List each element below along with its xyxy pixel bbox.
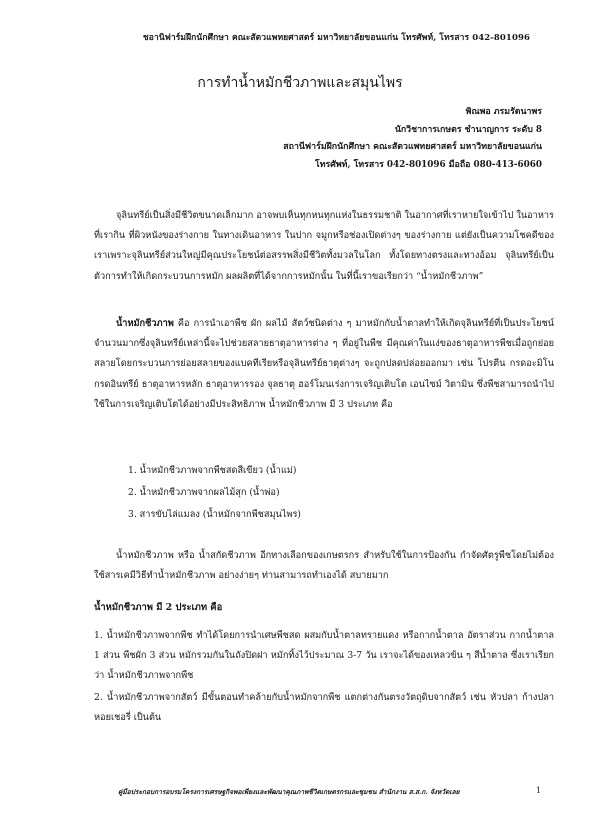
list-item: 2. น้ำหมักชีวภาพจากผลไม้สุก (น้ำพ่อ) bbox=[128, 487, 280, 498]
section-item-2: 2. น้ำหมักชีวภาพจากสัตว์ มีขั้นตอนทำคล้ายกับน้ำหมักจากพืช แตกต่างกันตรงวัตถุดิบจากสัตว์ เช่น หัวปลา ก้างปลา หอยเชอรี่ เป็นต้น bbox=[94, 692, 554, 724]
author-affiliation: สถานีฟาร์มฝึกนักศึกษา คณะสัตวแพทยศาสตร์ มหาวิทยาลัยขอนแก่น bbox=[283, 142, 542, 152]
section-item-1: 1. น้ำหมักชีวภาพจากพืช ทำได้โดยการนำเศษพืชสด ผสมกับน้ำตาลทรายแดง หรือกากน้ำตาล อัตราส่วน กากน้ำตาล 1 ส่วน พืชผัก 3 ส่วน หมักรวมกันในถังปิดฝา หมักทิ้งไว้ประมาณ 3-7 วัน เราจะได้ของเหลวข้น ๆ สีน้ำตาล ซึ่งเราเรียกว่า น้ำหมักชีวภาพจากพืช bbox=[94, 630, 554, 682]
page-number: 1 bbox=[536, 786, 542, 795]
footer-text: คู่มือประกอบการอบรมโครงการเศรษฐกิจพอเพียงและพัฒนาคุณภาพชีวิตเกษตรกรและชุมชน สำนักงาน ส.ส.ก. จังหวัดเลย bbox=[118, 788, 460, 796]
definition-text: คือ การนำเอาพืช ผัก ผลไม้ สัตว์ชนิดต่าง ๆ มาหมักกับน้ำตาลทำให้เกิดจุลินทรีย์ที่เป็นประโยชน์จำนวนมากซึ่งจุลินทรีย์เหล่านี้จะไปช่วยสลายธาตุอาหารต่าง ๆ ที่อยู่ในพืช มีคุณค่าในแง่ของธาตุอาหารพืชเมื่อถูกย่อยสลายโดยกระบวนการย่อยสลายของแบคทีเรียหรือจุลินทรีย์ธาตุต่างๆ จะถูกปลดปล่อยออกมา เช่น โปรตีน กรดอะมิโน กรดอินทรีย์ ธาตุอาหารหลัก ธาตุอาหารรอง จุลธาตุ ฮอร์โมนเร่งการเจริญเติบโต เอนไซม์ วิตามิน ซึ่งพืชสามารถนำไปใช้ในการเจริญเติบโตได้อย่างมีประสิทธิภาพ น้ำหมักชีวภาพ มี 3 ประเภท คือ bbox=[94, 318, 554, 410]
list-item: 1. น้ำหมักชีวภาพจากพืชสดสีเขียว (น้ำแม่) bbox=[128, 465, 297, 476]
definition-paragraph bbox=[94, 314, 554, 415]
types-list bbox=[128, 460, 301, 526]
intro-paragraph: จุลินทรีย์เป็นสิ่งมีชีวิตขนาดเล็กมาก อาจพบเห็นทุกหนทุกแห่งในธรรมชาติ ในอากาศที่เราหายใจเข้าไป ในอาหารที่เรากิน ที่ผิวหนังของร่างกาย ในทางเดินอาหาร ในปาก จมูกหรือช่องเปิดต่างๆ ของร่างกาย แต่ยังเป็นความโชคดีของเราเพราะจุลินทรีย์ส่วนใหญ่มีคุณประโยชน์ต่อสรรพสิ่งมีชีวิตทั้งมวลในโลก ทั้งโดยทางตรงและทางอ้อม จุลินทรีย์เป็นตัวการทำให้เกิดกระบวนการหมัก ผลผลิตที่ได้จากการหมักนั้น ในที่นี้เราขอเรียกว่า “น้ำหมักชีวภาพ” bbox=[94, 210, 554, 282]
usage-paragraph: น้ำหมักชีวภาพ หรือ น้ำสกัดชีวภาพ อีกทางเลือกของเกษตรกร สำหรับใช้ในการป้องกัน กำจัดศัตรูพืชโดยไม่ต้องใช้สารเคมีวิธีทำน้ำหมักชีวภาพ อย่างง่ายๆ ท่านสามารถทำเองได้ สบายมาก bbox=[94, 550, 554, 582]
author-position: นักวิชาการเกษตร ชำนาญการ ระดับ 8 bbox=[394, 124, 542, 135]
header-text: ชอานิฟาร์มฝึกนักศึกษา คณะสัตวแพทยศาสตร์ มหาวิทยาลัยขอนแก่น โทรศัพท์, โทรสาร 042-801096 bbox=[142, 33, 530, 43]
document-title: การทำน้ำหมักชีวภาพและสมุนไพร bbox=[197, 75, 403, 91]
author-block bbox=[283, 104, 542, 174]
section-heading: น้ำหมักชีวภาพ มี 2 ประเภท คือ bbox=[94, 602, 223, 613]
author-contact: โทรศัพท์, โทรสาร 042-801096 มือถือ 080-413-6060 bbox=[315, 159, 542, 170]
author-name: พิณพอ ภรมรัตนาพร bbox=[465, 107, 542, 117]
list-item: 3. สารขับไล่แมลง (น้ำหมักจากพืชสมุนไพร) bbox=[128, 509, 302, 520]
definition-term: น้ำหมักชีวภาพ bbox=[116, 318, 174, 329]
